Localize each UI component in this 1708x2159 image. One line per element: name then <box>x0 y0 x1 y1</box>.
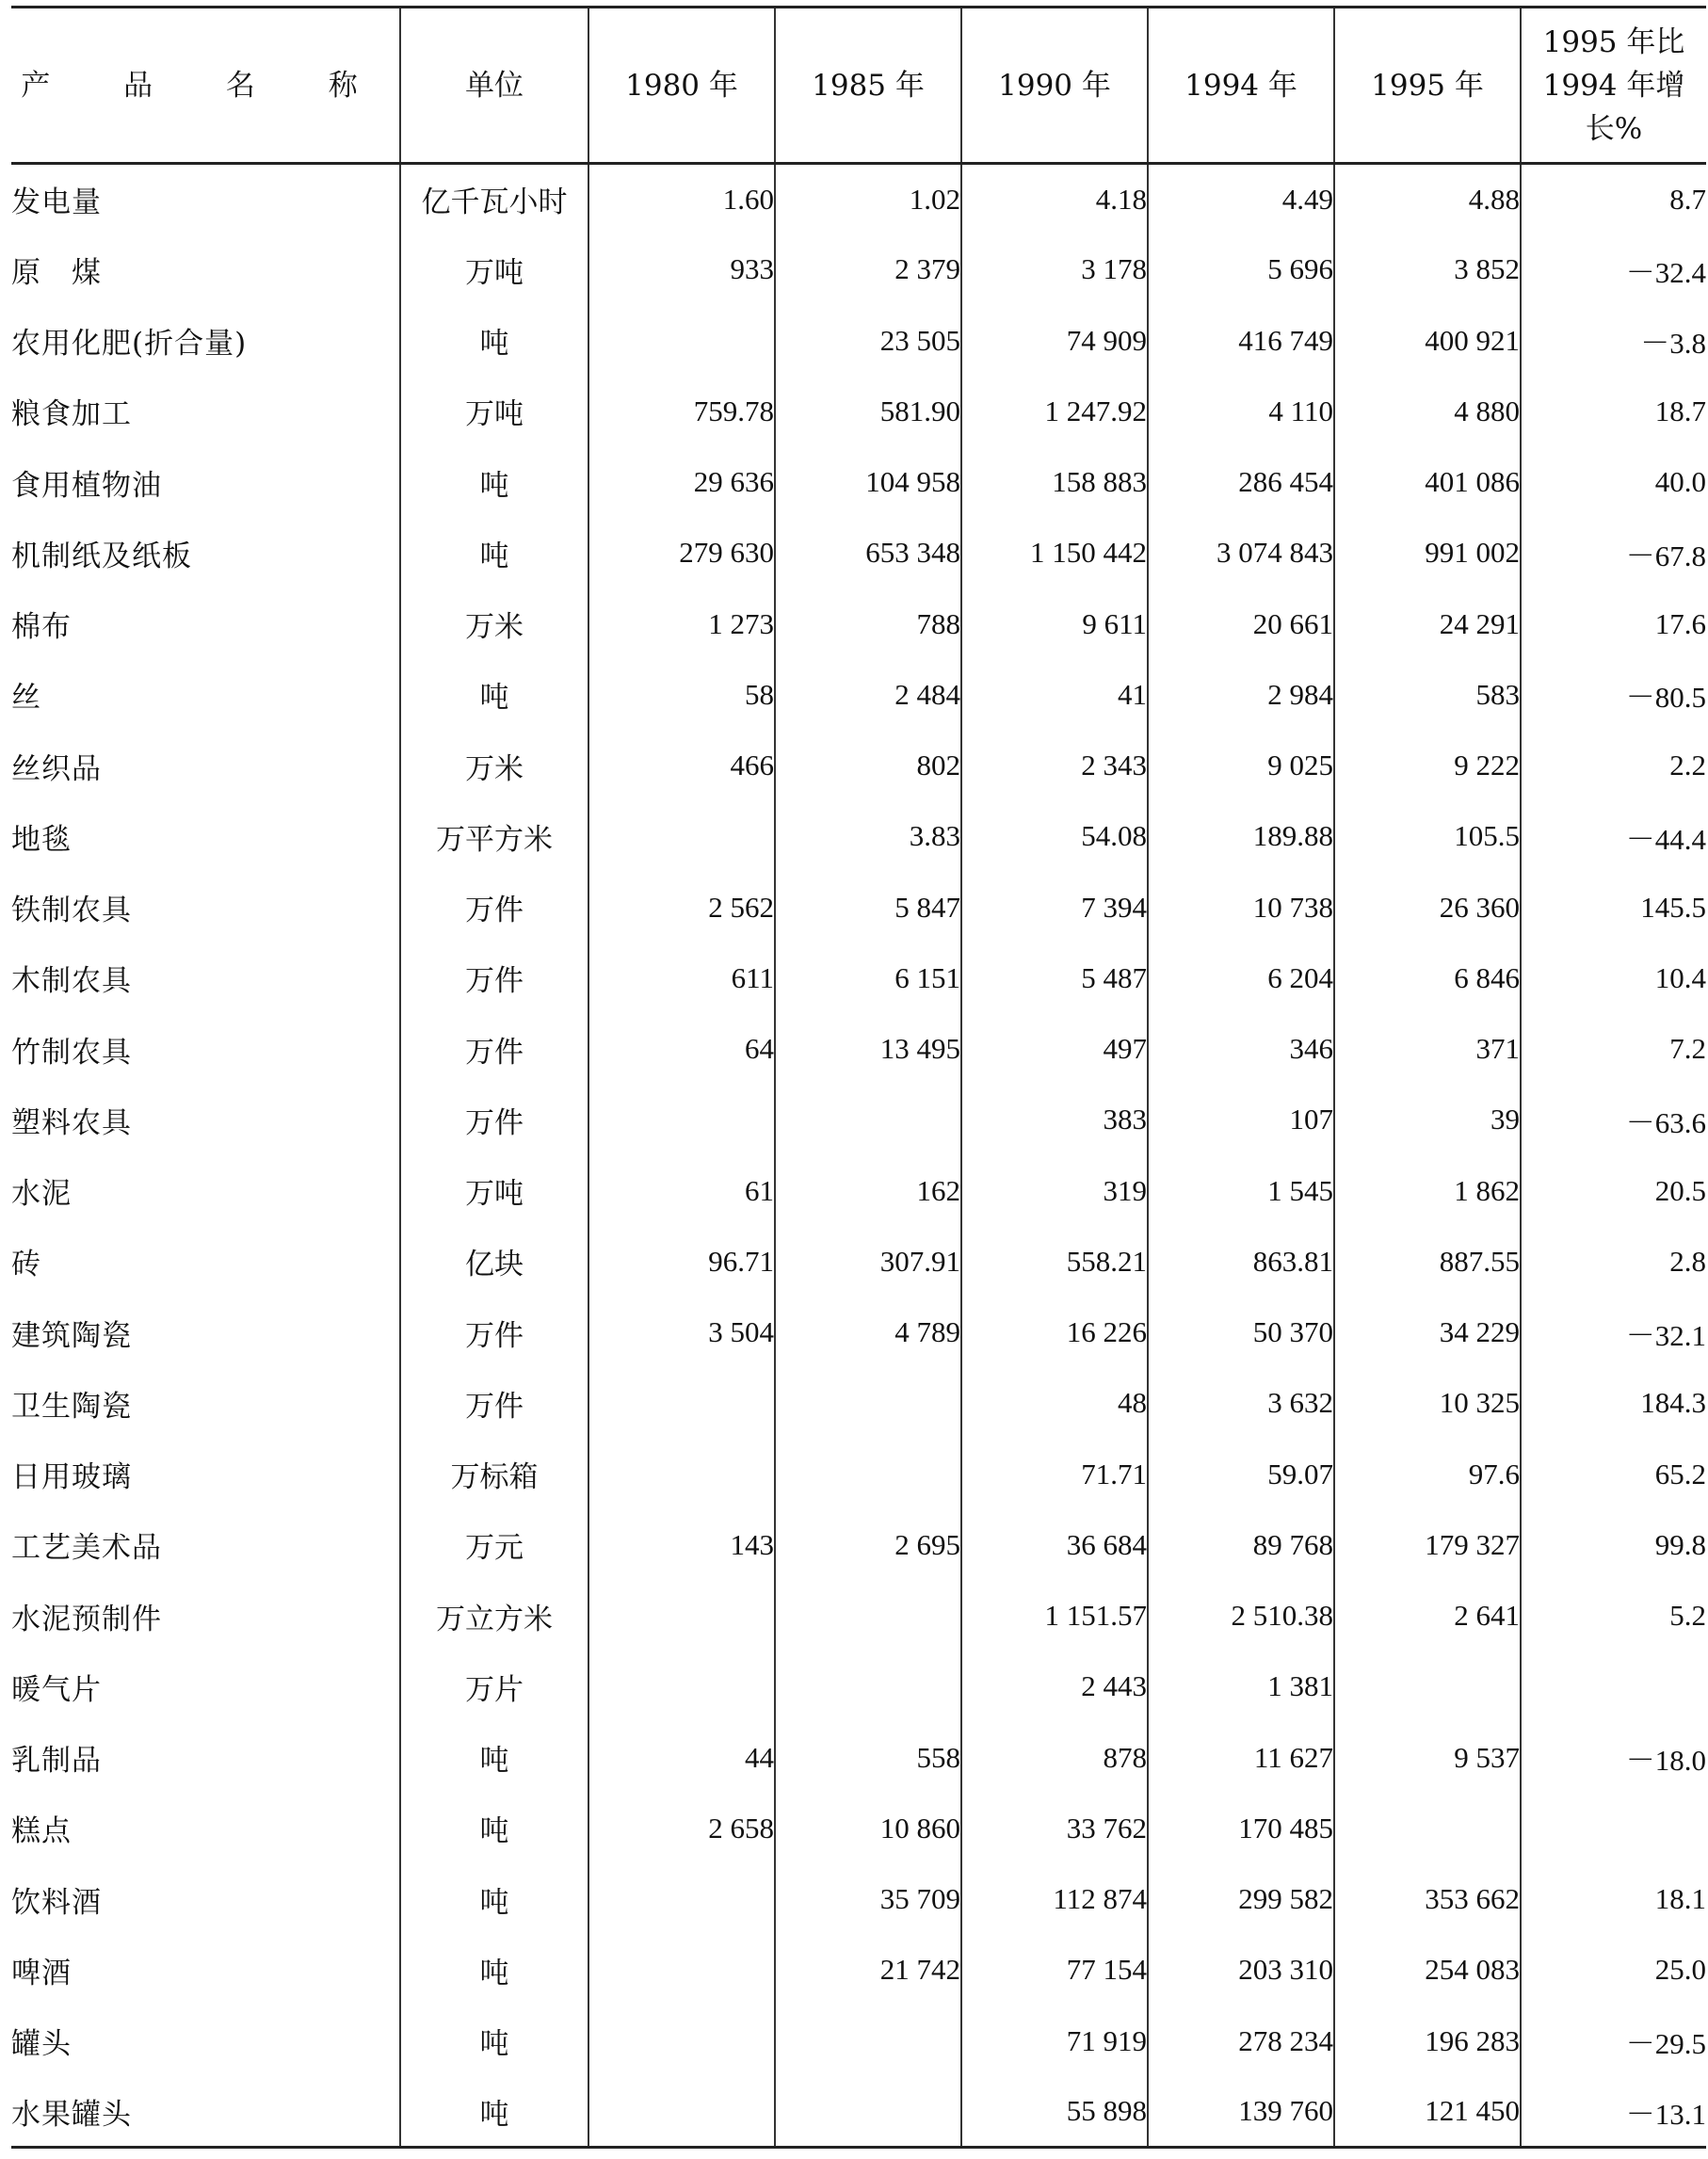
table-row <box>11 234 1706 305</box>
cell-1980: 64 <box>588 1014 775 1085</box>
cell-growth: 18.1 <box>1521 1864 1706 1935</box>
cell-product-name: 发电量 <box>11 185 102 220</box>
cell-unit: 亿千瓦小时 <box>400 164 588 234</box>
cell-1985 <box>775 2006 961 2076</box>
cell-1994: 299 582 <box>1148 1864 1334 1935</box>
cell-product-name: 水泥预制件 <box>11 1602 162 1636</box>
cell-growth: －67.8 <box>1521 518 1706 588</box>
cell-1990: 319 <box>961 1155 1148 1226</box>
cell-growth: －18.0 <box>1521 1722 1706 1793</box>
cell-product-name: 工艺美术品 <box>11 1531 162 1566</box>
header-row <box>11 8 1706 164</box>
cell-1995: 196 283 <box>1334 2006 1521 2076</box>
cell-1994: 9 025 <box>1148 731 1334 801</box>
cell-unit: 万件 <box>400 943 588 1013</box>
header-1985: 1985 年 <box>775 8 961 164</box>
table-row <box>11 1651 1706 1722</box>
cell-product-name: 饮料酒 <box>11 1885 102 1920</box>
cell-1994: 346 <box>1148 1014 1334 1085</box>
cell-1985: 23 505 <box>775 305 961 376</box>
cell-1980: 2 658 <box>588 1793 775 1863</box>
cell-1994: 3 632 <box>1148 1368 1334 1439</box>
cell-1994: 278 234 <box>1148 2006 1334 2076</box>
cell-unit: 万件 <box>400 872 588 943</box>
cell-1995: 2 641 <box>1334 1581 1521 1651</box>
cell-1980 <box>588 1085 775 1155</box>
cell-unit: 吨 <box>400 2076 588 2147</box>
cell-growth: －32.4 <box>1521 234 1706 305</box>
cell-1995: 24 291 <box>1334 588 1521 659</box>
table-row <box>11 659 1706 730</box>
cell-1990: 3 178 <box>961 234 1148 305</box>
cell-1995: 6 846 <box>1334 943 1521 1013</box>
cell-1994: 416 749 <box>1148 305 1334 376</box>
cell-growth: －32.1 <box>1521 1297 1706 1368</box>
cell-growth: －3.8 <box>1521 305 1706 376</box>
cell-1980: 58 <box>588 659 775 730</box>
table-row <box>11 588 1706 659</box>
cell-unit: 万米 <box>400 588 588 659</box>
cell-product-name: 糕点 <box>11 1814 72 1849</box>
cell-1980 <box>588 1935 775 2006</box>
cell-product-name: 农用化肥(折合量) <box>11 327 248 362</box>
cell-product-name: 竹制农具 <box>11 1035 132 1070</box>
cell-1994: 5 696 <box>1148 234 1334 305</box>
cell-unit: 吨 <box>400 518 588 588</box>
cell-1995: 353 662 <box>1334 1864 1521 1935</box>
cell-product-name: 木制农具 <box>11 964 132 999</box>
cell-product-name: 建筑陶瓷 <box>11 1318 132 1353</box>
cell-unit: 吨 <box>400 2006 588 2076</box>
cell-1980: 933 <box>588 234 775 305</box>
cell-1995: 26 360 <box>1334 872 1521 943</box>
cell-1994: 863.81 <box>1148 1226 1334 1297</box>
cell-1990: 71 919 <box>961 2006 1148 2076</box>
cell-1980 <box>588 305 775 376</box>
cell-growth: 20.5 <box>1521 1155 1706 1226</box>
cell-unit: 万吨 <box>400 1155 588 1226</box>
cell-1994: 20 661 <box>1148 588 1334 659</box>
cell-unit: 亿块 <box>400 1226 588 1297</box>
cell-1995: 10 325 <box>1334 1368 1521 1439</box>
cell-growth: －29.5 <box>1521 2006 1706 2076</box>
cell-1995: 179 327 <box>1334 1509 1521 1580</box>
cell-product-name: 铁制农具 <box>11 894 132 928</box>
cell-1994: 189.88 <box>1148 801 1334 872</box>
cell-1980 <box>588 1864 775 1935</box>
cell-1980 <box>588 1439 775 1509</box>
cell-1995 <box>1334 1793 1521 1863</box>
cell-1995 <box>1334 1651 1521 1722</box>
cell-1980: 44 <box>588 1722 775 1793</box>
cell-1994: 2 510.38 <box>1148 1581 1334 1651</box>
table-row <box>11 1226 1706 1297</box>
cell-unit: 万平方米 <box>400 801 588 872</box>
cell-1995: 97.6 <box>1334 1439 1521 1509</box>
cell-1985: 307.91 <box>775 1226 961 1297</box>
table-row <box>11 1014 1706 1085</box>
cell-growth: 17.6 <box>1521 588 1706 659</box>
cell-1990: 1 247.92 <box>961 376 1148 446</box>
cell-1990: 497 <box>961 1014 1148 1085</box>
cell-1990: 558.21 <box>961 1226 1148 1297</box>
cell-1995: 4 880 <box>1334 376 1521 446</box>
cell-1985: 581.90 <box>775 376 961 446</box>
cell-growth: 25.0 <box>1521 1935 1706 2006</box>
cell-1985 <box>775 1439 961 1509</box>
cell-1995: 3 852 <box>1334 234 1521 305</box>
cell-1990: 55 898 <box>961 2076 1148 2147</box>
cell-1980: 61 <box>588 1155 775 1226</box>
cell-1994: 4 110 <box>1148 376 1334 446</box>
cell-growth: 10.4 <box>1521 943 1706 1013</box>
cell-product-name: 丝织品 <box>11 751 102 786</box>
cell-1980: 29 636 <box>588 447 775 518</box>
cell-unit: 万立方米 <box>400 1581 588 1651</box>
table-row <box>11 1509 1706 1580</box>
cell-1995: 34 229 <box>1334 1297 1521 1368</box>
cell-unit: 吨 <box>400 305 588 376</box>
cell-product-name: 啤酒 <box>11 1956 72 1990</box>
cell-unit: 万件 <box>400 1014 588 1085</box>
cell-unit: 吨 <box>400 1722 588 1793</box>
table-row <box>11 518 1706 588</box>
cell-1985: 10 860 <box>775 1793 961 1863</box>
cell-1990: 158 883 <box>961 447 1148 518</box>
cell-1990: 48 <box>961 1368 1148 1439</box>
cell-growth: 99.8 <box>1521 1509 1706 1580</box>
cell-1980 <box>588 1581 775 1651</box>
cell-1985: 3.83 <box>775 801 961 872</box>
cell-1995: 9 222 <box>1334 731 1521 801</box>
cell-1985 <box>775 1085 961 1155</box>
table-row <box>11 1793 1706 1863</box>
header-product-name: 产 品 名 称 <box>11 8 400 164</box>
cell-1980: 1.60 <box>588 164 775 234</box>
production-statistics-table <box>11 6 1706 2149</box>
table-row <box>11 2076 1706 2147</box>
cell-1990: 36 684 <box>961 1509 1148 1580</box>
cell-growth: 2.8 <box>1521 1226 1706 1297</box>
cell-1985: 1.02 <box>775 164 961 234</box>
cell-1985: 653 348 <box>775 518 961 588</box>
cell-growth: 18.7 <box>1521 376 1706 446</box>
cell-1990: 112 874 <box>961 1864 1148 1935</box>
cell-1990: 4.18 <box>961 164 1148 234</box>
cell-1994: 203 310 <box>1148 1935 1334 2006</box>
cell-1985: 558 <box>775 1722 961 1793</box>
cell-1995: 254 083 <box>1334 1935 1521 2006</box>
cell-1985: 5 847 <box>775 872 961 943</box>
table-row <box>11 801 1706 872</box>
cell-1985: 2 484 <box>775 659 961 730</box>
cell-growth: 2.2 <box>1521 731 1706 801</box>
cell-1980: 466 <box>588 731 775 801</box>
table-body <box>11 164 1706 2148</box>
table-row <box>11 1722 1706 1793</box>
cell-1995: 991 002 <box>1334 518 1521 588</box>
cell-1995: 400 921 <box>1334 305 1521 376</box>
cell-1990: 1 151.57 <box>961 1581 1148 1651</box>
cell-1994: 89 768 <box>1148 1509 1334 1580</box>
table-row <box>11 872 1706 943</box>
cell-unit: 吨 <box>400 659 588 730</box>
cell-1985: 2 695 <box>775 1509 961 1580</box>
header-unit: 单位 <box>400 8 588 164</box>
table-row <box>11 305 1706 376</box>
cell-1995: 887.55 <box>1334 1226 1521 1297</box>
cell-product-name: 水果罐头 <box>11 2097 132 2132</box>
table-row <box>11 1439 1706 1509</box>
table-row <box>11 447 1706 518</box>
cell-1980: 96.71 <box>588 1226 775 1297</box>
cell-1995: 121 450 <box>1334 2076 1521 2147</box>
cell-1990: 1 150 442 <box>961 518 1148 588</box>
cell-1990: 2 343 <box>961 731 1148 801</box>
cell-unit: 万件 <box>400 1368 588 1439</box>
cell-growth: －63.6 <box>1521 1085 1706 1155</box>
cell-1994: 1 381 <box>1148 1651 1334 1722</box>
cell-1990: 7 394 <box>961 872 1148 943</box>
cell-1995: 4.88 <box>1334 164 1521 234</box>
cell-unit: 吨 <box>400 1935 588 2006</box>
cell-1985: 13 495 <box>775 1014 961 1085</box>
cell-1994: 170 485 <box>1148 1793 1334 1863</box>
table-row <box>11 164 1706 234</box>
header-1980: 1980 年 <box>588 8 775 164</box>
cell-1980 <box>588 2006 775 2076</box>
cell-product-name: 日用玻璃 <box>11 1460 132 1495</box>
cell-1990: 33 762 <box>961 1793 1148 1863</box>
cell-1994: 6 204 <box>1148 943 1334 1013</box>
cell-unit: 万吨 <box>400 234 588 305</box>
cell-unit: 万片 <box>400 1651 588 1722</box>
cell-growth: 8.7 <box>1521 164 1706 234</box>
cell-1980: 143 <box>588 1509 775 1580</box>
cell-1994: 50 370 <box>1148 1297 1334 1368</box>
cell-growth <box>1521 1651 1706 1722</box>
cell-unit: 吨 <box>400 1864 588 1935</box>
table-row <box>11 1155 1706 1226</box>
cell-1995: 401 086 <box>1334 447 1521 518</box>
cell-product-name: 罐头 <box>11 2027 72 2062</box>
cell-growth: 7.2 <box>1521 1014 1706 1085</box>
cell-1990: 16 226 <box>961 1297 1148 1368</box>
cell-1980: 759.78 <box>588 376 775 446</box>
cell-1994: 1 545 <box>1148 1155 1334 1226</box>
cell-unit: 万件 <box>400 1297 588 1368</box>
cell-1985 <box>775 1368 961 1439</box>
cell-1994: 2 984 <box>1148 659 1334 730</box>
cell-1980: 2 562 <box>588 872 775 943</box>
cell-unit: 万件 <box>400 1085 588 1155</box>
cell-1980: 3 504 <box>588 1297 775 1368</box>
cell-1994: 286 454 <box>1148 447 1334 518</box>
header-1994: 1994 年 <box>1148 8 1334 164</box>
cell-1985: 162 <box>775 1155 961 1226</box>
header-growth <box>1521 8 1706 164</box>
cell-product-name: 塑料农具 <box>11 1105 132 1140</box>
cell-1990: 54.08 <box>961 801 1148 872</box>
cell-1985: 788 <box>775 588 961 659</box>
cell-1994: 3 074 843 <box>1148 518 1334 588</box>
cell-product-name: 地毯 <box>11 822 72 857</box>
cell-1990: 2 443 <box>961 1651 1148 1722</box>
cell-growth: 65.2 <box>1521 1439 1706 1509</box>
cell-1995: 105.5 <box>1334 801 1521 872</box>
cell-1980 <box>588 801 775 872</box>
cell-growth: －80.5 <box>1521 659 1706 730</box>
table-row <box>11 1864 1706 1935</box>
cell-1990: 878 <box>961 1722 1148 1793</box>
cell-1980 <box>588 2076 775 2147</box>
cell-1980: 1 273 <box>588 588 775 659</box>
cell-unit: 万标箱 <box>400 1439 588 1509</box>
table-row <box>11 1085 1706 1155</box>
cell-1990: 9 611 <box>961 588 1148 659</box>
cell-growth: 40.0 <box>1521 447 1706 518</box>
table-row <box>11 1581 1706 1651</box>
cell-1980: 611 <box>588 943 775 1013</box>
cell-1985: 104 958 <box>775 447 961 518</box>
cell-1985: 802 <box>775 731 961 801</box>
cell-unit: 万吨 <box>400 376 588 446</box>
cell-1990: 71.71 <box>961 1439 1148 1509</box>
cell-product-name: 乳制品 <box>11 1744 102 1779</box>
cell-product-name: 机制纸及纸板 <box>11 539 192 573</box>
cell-growth: 145.5 <box>1521 872 1706 943</box>
header-growth-line2: 1994 年增 <box>1542 68 1685 103</box>
cell-growth: －44.4 <box>1521 801 1706 872</box>
cell-growth: 5.2 <box>1521 1581 1706 1651</box>
cell-product-name: 原 煤 <box>11 255 102 290</box>
cell-growth: 184.3 <box>1521 1368 1706 1439</box>
cell-1995: 371 <box>1334 1014 1521 1085</box>
cell-product-name: 食用植物油 <box>11 468 162 503</box>
header-growth-line3: 长% <box>1585 111 1643 146</box>
cell-1985: 4 789 <box>775 1297 961 1368</box>
cell-1980 <box>588 1651 775 1722</box>
cell-1985: 35 709 <box>775 1864 961 1935</box>
cell-product-name: 水泥 <box>11 1177 72 1212</box>
cell-1994: 59.07 <box>1148 1439 1334 1509</box>
cell-product-name: 暖气片 <box>11 1672 102 1707</box>
cell-1994: 107 <box>1148 1085 1334 1155</box>
cell-1994: 11 627 <box>1148 1722 1334 1793</box>
cell-1985: 2 379 <box>775 234 961 305</box>
cell-1980 <box>588 1368 775 1439</box>
cell-1995: 1 862 <box>1334 1155 1521 1226</box>
cell-1985: 6 151 <box>775 943 961 1013</box>
cell-1990: 383 <box>961 1085 1148 1155</box>
table-row <box>11 2006 1706 2076</box>
cell-1985: 21 742 <box>775 1935 961 2006</box>
cell-product-name: 丝 <box>11 681 41 716</box>
cell-product-name: 粮食加工 <box>11 397 132 432</box>
cell-1995: 583 <box>1334 659 1521 730</box>
header-1995: 1995 年 <box>1334 8 1521 164</box>
cell-product-name: 卫生陶瓷 <box>11 1389 132 1424</box>
cell-1995: 39 <box>1334 1085 1521 1155</box>
cell-1990: 41 <box>961 659 1148 730</box>
cell-growth: －13.1 <box>1521 2076 1706 2147</box>
table-row <box>11 376 1706 446</box>
cell-product-name: 棉布 <box>11 610 72 645</box>
cell-1994: 10 738 <box>1148 872 1334 943</box>
table-row <box>11 1935 1706 2006</box>
table-row <box>11 1368 1706 1439</box>
cell-1990: 5 487 <box>961 943 1148 1013</box>
cell-1994: 4.49 <box>1148 164 1334 234</box>
cell-product-name: 砖 <box>11 1248 41 1282</box>
table-row <box>11 731 1706 801</box>
cell-1994: 139 760 <box>1148 2076 1334 2147</box>
table-header <box>11 8 1706 164</box>
cell-growth <box>1521 1793 1706 1863</box>
header-growth-line1: 1995 年比 <box>1542 24 1685 59</box>
cell-1990: 74 909 <box>961 305 1148 376</box>
cell-1995: 9 537 <box>1334 1722 1521 1793</box>
cell-1985 <box>775 1581 961 1651</box>
cell-1980: 279 630 <box>588 518 775 588</box>
cell-unit: 吨 <box>400 447 588 518</box>
cell-1985 <box>775 2076 961 2147</box>
cell-1990: 77 154 <box>961 1935 1148 2006</box>
header-1990: 1990 年 <box>961 8 1148 164</box>
cell-unit: 万米 <box>400 731 588 801</box>
cell-1985 <box>775 1651 961 1722</box>
table-row <box>11 1297 1706 1368</box>
table-row <box>11 943 1706 1013</box>
cell-unit: 吨 <box>400 1793 588 1863</box>
cell-unit: 万元 <box>400 1509 588 1580</box>
